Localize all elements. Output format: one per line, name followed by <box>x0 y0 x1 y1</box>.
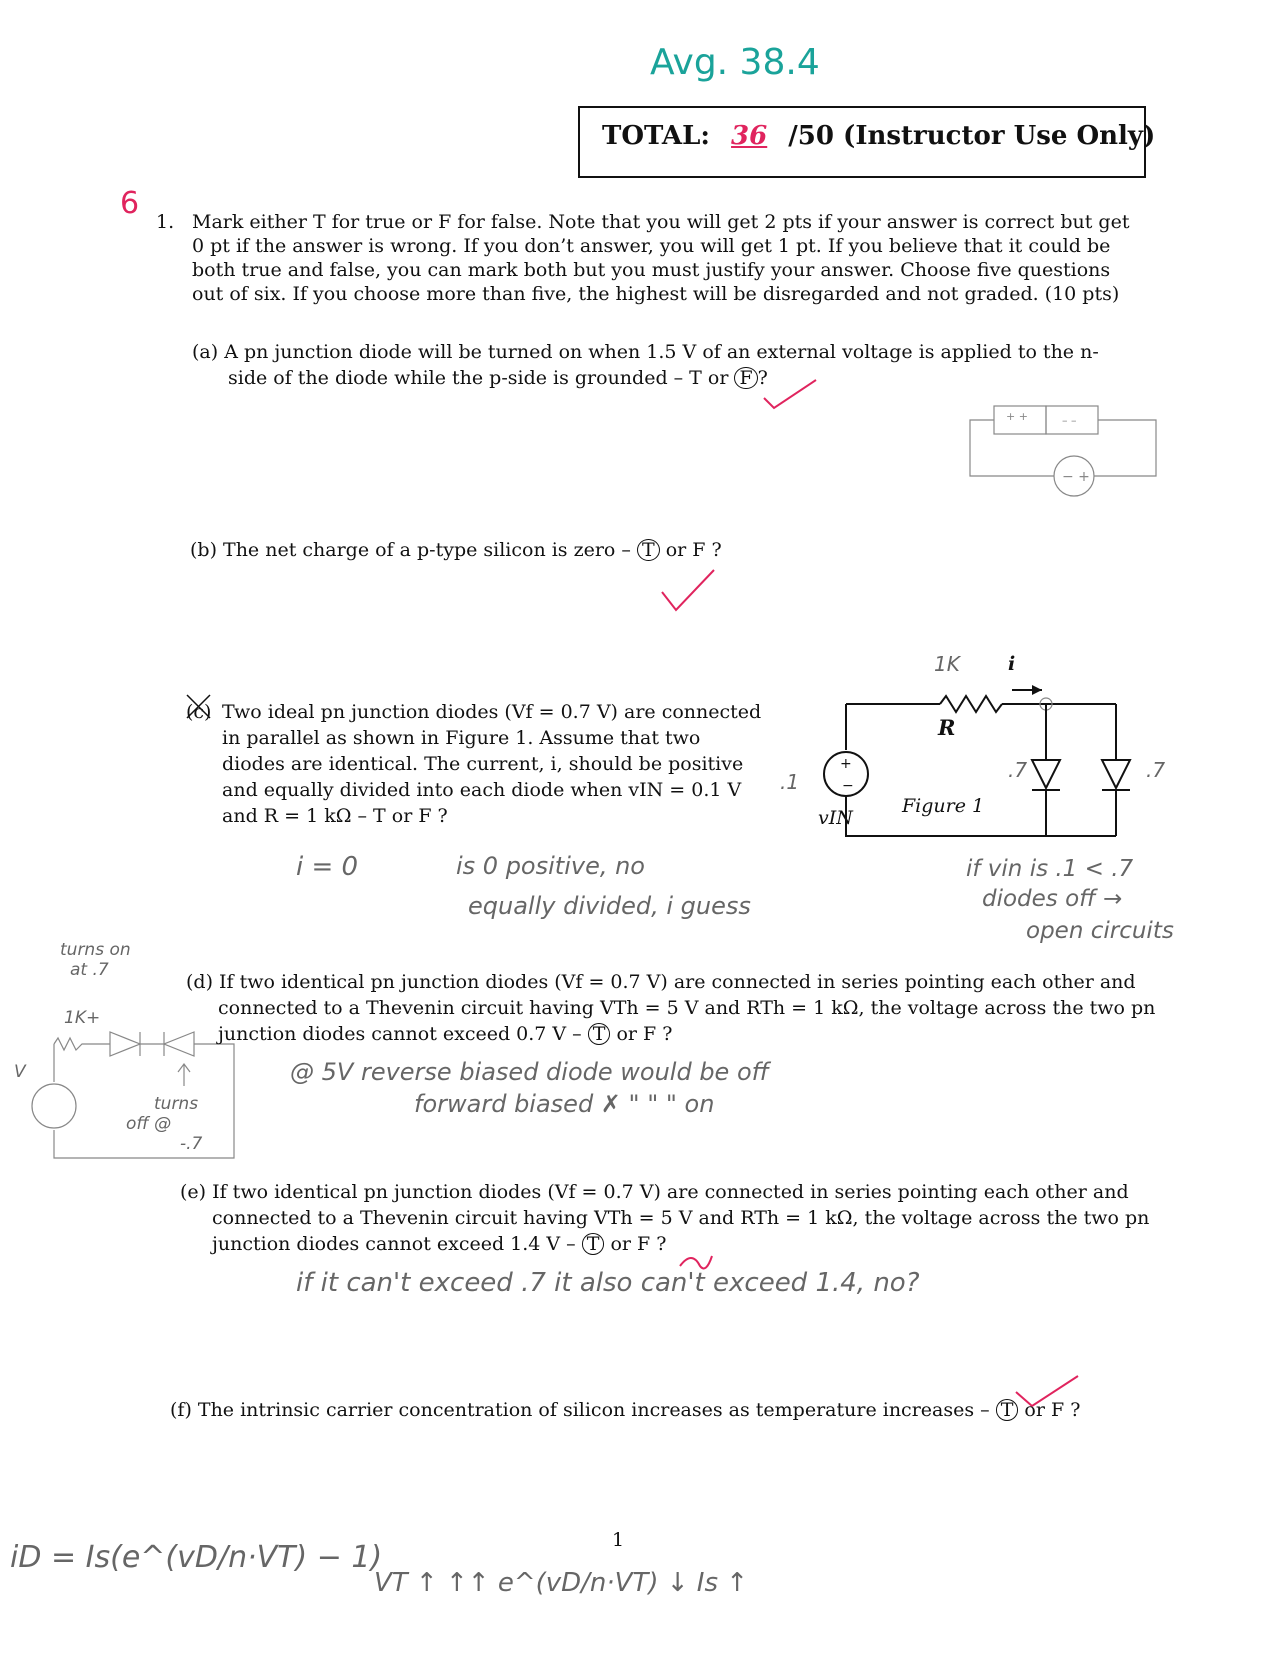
part-f-text: (f) The intrinsic carrier concentration of silicon increases as temperature increases – <box>170 1399 990 1421</box>
part-d-line-1: (d) If two identical pn junction diodes (Vf = 0.7 V) are connected in series pointing each other and <box>186 971 1136 993</box>
part-c-hand-i: i = 0 <box>296 852 359 882</box>
part-f-suffix: or F ? <box>1024 1399 1081 1421</box>
footer-equation-right: VT ↑ ↑↑ e^(vD/n·VT) ↓ Is ↑ <box>374 1568 749 1598</box>
part-d-margin-turns: turns <box>154 1094 199 1114</box>
part-a-line-1: (a) A pn junction diode will be turned on when 1.5 V of an external voltage is applied to the n- <box>192 341 1099 363</box>
svg-text:− +: − + <box>1062 469 1090 485</box>
part-c-line-1: Two ideal pn junction diodes (Vf = 0.7 V) are connected <box>222 701 762 723</box>
total-score: 36 <box>731 121 768 151</box>
q1-line-3: both true and false, you can mark both but you must justify your answer. Choose five questions <box>192 259 1111 281</box>
part-a-checkmark <box>760 376 820 412</box>
resistor-symbol <box>940 696 1002 712</box>
q1-line-1: Mark either T for true or F for false. Note that you will get 2 pts if your answer is correct but get <box>192 211 1130 233</box>
page-number: 1 <box>612 1529 625 1551</box>
part-a-sketch <box>966 380 1166 500</box>
part-d-answer-circle: T <box>588 1023 611 1045</box>
part-d-line-3 <box>218 1022 672 1046</box>
svg-text:– –: – – <box>1062 414 1077 427</box>
figure1-source-hand: .1 <box>780 770 800 794</box>
svg-text:+: + <box>840 756 852 772</box>
part-d-hand-1: @ 5V reverse biased diode would be off <box>290 1058 769 1086</box>
part-d-suffix: or F ? <box>616 1023 673 1045</box>
figure1-diode-hand-right: .7 <box>1146 758 1166 782</box>
part-b-checkmark <box>658 566 718 614</box>
part-e-line-3 <box>212 1232 666 1256</box>
total-line <box>602 121 1156 151</box>
figure1-source-label: vIN <box>818 807 853 829</box>
part-e-line-2: connected to a Thevenin circuit having VTh = 5 V and RTh = 1 kΩ, the voltage across the two pn <box>212 1207 1150 1229</box>
figure1-current-label: i <box>1008 653 1016 675</box>
part-d-margin-neg: -.7 <box>180 1134 203 1154</box>
part-c-line-3: diodes are identical. The current, i, should be positive <box>222 753 744 775</box>
part-d-margin-turns-on: turns on <box>60 940 131 960</box>
part-e-hand-1: if it can't exceed .7 it also can't exceed 1.4, no? <box>296 1268 920 1298</box>
part-a-line-2 <box>228 366 768 390</box>
part-b-line <box>190 538 722 562</box>
svg-text:−: − <box>842 778 854 794</box>
part-e-suffix: or F ? <box>610 1233 667 1255</box>
figure1-resistor-label: R <box>938 715 956 740</box>
part-d-margin-1k: 1K+ <box>64 1008 101 1028</box>
part-c-hand-right-3: open circuits <box>1026 918 1174 944</box>
part-c-hand-note-2: equally divided, i guess <box>468 892 751 920</box>
figure1-caption: Figure 1 <box>902 795 985 817</box>
part-d-hand-2: forward biased ✗ " " " on <box>414 1090 715 1118</box>
footer-equation-left: iD = Is(e^(vD/n·VT) − 1) <box>10 1540 383 1575</box>
part-e-answer-circle: T <box>582 1233 605 1255</box>
diode-1-symbol <box>1032 760 1060 790</box>
total-suffix: /50 (Instructor Use Only) <box>788 121 1156 151</box>
part-d-margin-at: at .7 <box>70 960 109 980</box>
part-b-suffix: or F ? <box>665 539 722 561</box>
part-f-answer-circle: T <box>996 1399 1019 1421</box>
figure1-diode-hand-left: .7 <box>1008 758 1028 782</box>
q1-score-mark: 6 <box>120 186 140 221</box>
part-c-hand-right-2: diodes off → <box>982 886 1123 912</box>
q1-number: 1. <box>156 211 175 233</box>
svg-text:+ +: + + <box>1006 410 1028 423</box>
part-c-line-4: and equally divided into each diode when vIN = 0.1 V <box>222 779 742 801</box>
q1-line-4: out of six. If you choose more than five, the highest will be disregarded and not graded. (10 pts) <box>192 283 1120 305</box>
part-d-margin-sketch <box>14 1026 244 1166</box>
part-c-hand-right-1: if vin is .1 < .7 <box>966 856 1134 882</box>
diode-2-symbol <box>1102 760 1130 790</box>
part-a-answer-circle: F <box>734 367 757 389</box>
part-c-line-5: and R = 1 kΩ – T or F ? <box>222 805 448 827</box>
part-a-text: side of the diode while the p-side is grounded – T or <box>228 367 729 389</box>
part-c-hand-note-1: is 0 positive, no <box>456 852 645 880</box>
part-b-text: (b) The net charge of a p-type silicon is zero – <box>190 539 631 561</box>
average-score: Avg. 38.4 <box>650 42 820 83</box>
part-d-text: junction diodes cannot exceed 0.7 V – <box>218 1023 582 1045</box>
q1-line-2: 0 pt if the answer is wrong. If you don’t answer, you will get 1 pt. If you believe that it could be <box>192 235 1111 257</box>
part-d-margin-v: V <box>14 1062 26 1082</box>
part-c-line-2: in parallel as shown in Figure 1. Assume that two <box>222 727 701 749</box>
part-b-answer-circle: T <box>637 539 660 561</box>
part-d-margin-off: off @ <box>126 1114 172 1134</box>
part-c-label: (c) <box>186 701 212 723</box>
part-d-line-2: connected to a Thevenin circuit having VTh = 5 V and RTh = 1 kΩ, the voltage across the two pn <box>218 997 1156 1019</box>
part-c-crossout <box>184 692 214 722</box>
total-label: TOTAL: <box>602 121 710 151</box>
current-arrow <box>1032 685 1042 695</box>
part-f-line <box>170 1398 1080 1422</box>
part-a-suffix: ? <box>757 367 768 389</box>
figure1-resistor-hand: 1K <box>934 652 960 676</box>
part-e-text: junction diodes cannot exceed 1.4 V – <box>212 1233 576 1255</box>
part-e-line-1: (e) If two identical pn junction diodes (Vf = 0.7 V) are connected in series pointing each other and <box>180 1181 1129 1203</box>
